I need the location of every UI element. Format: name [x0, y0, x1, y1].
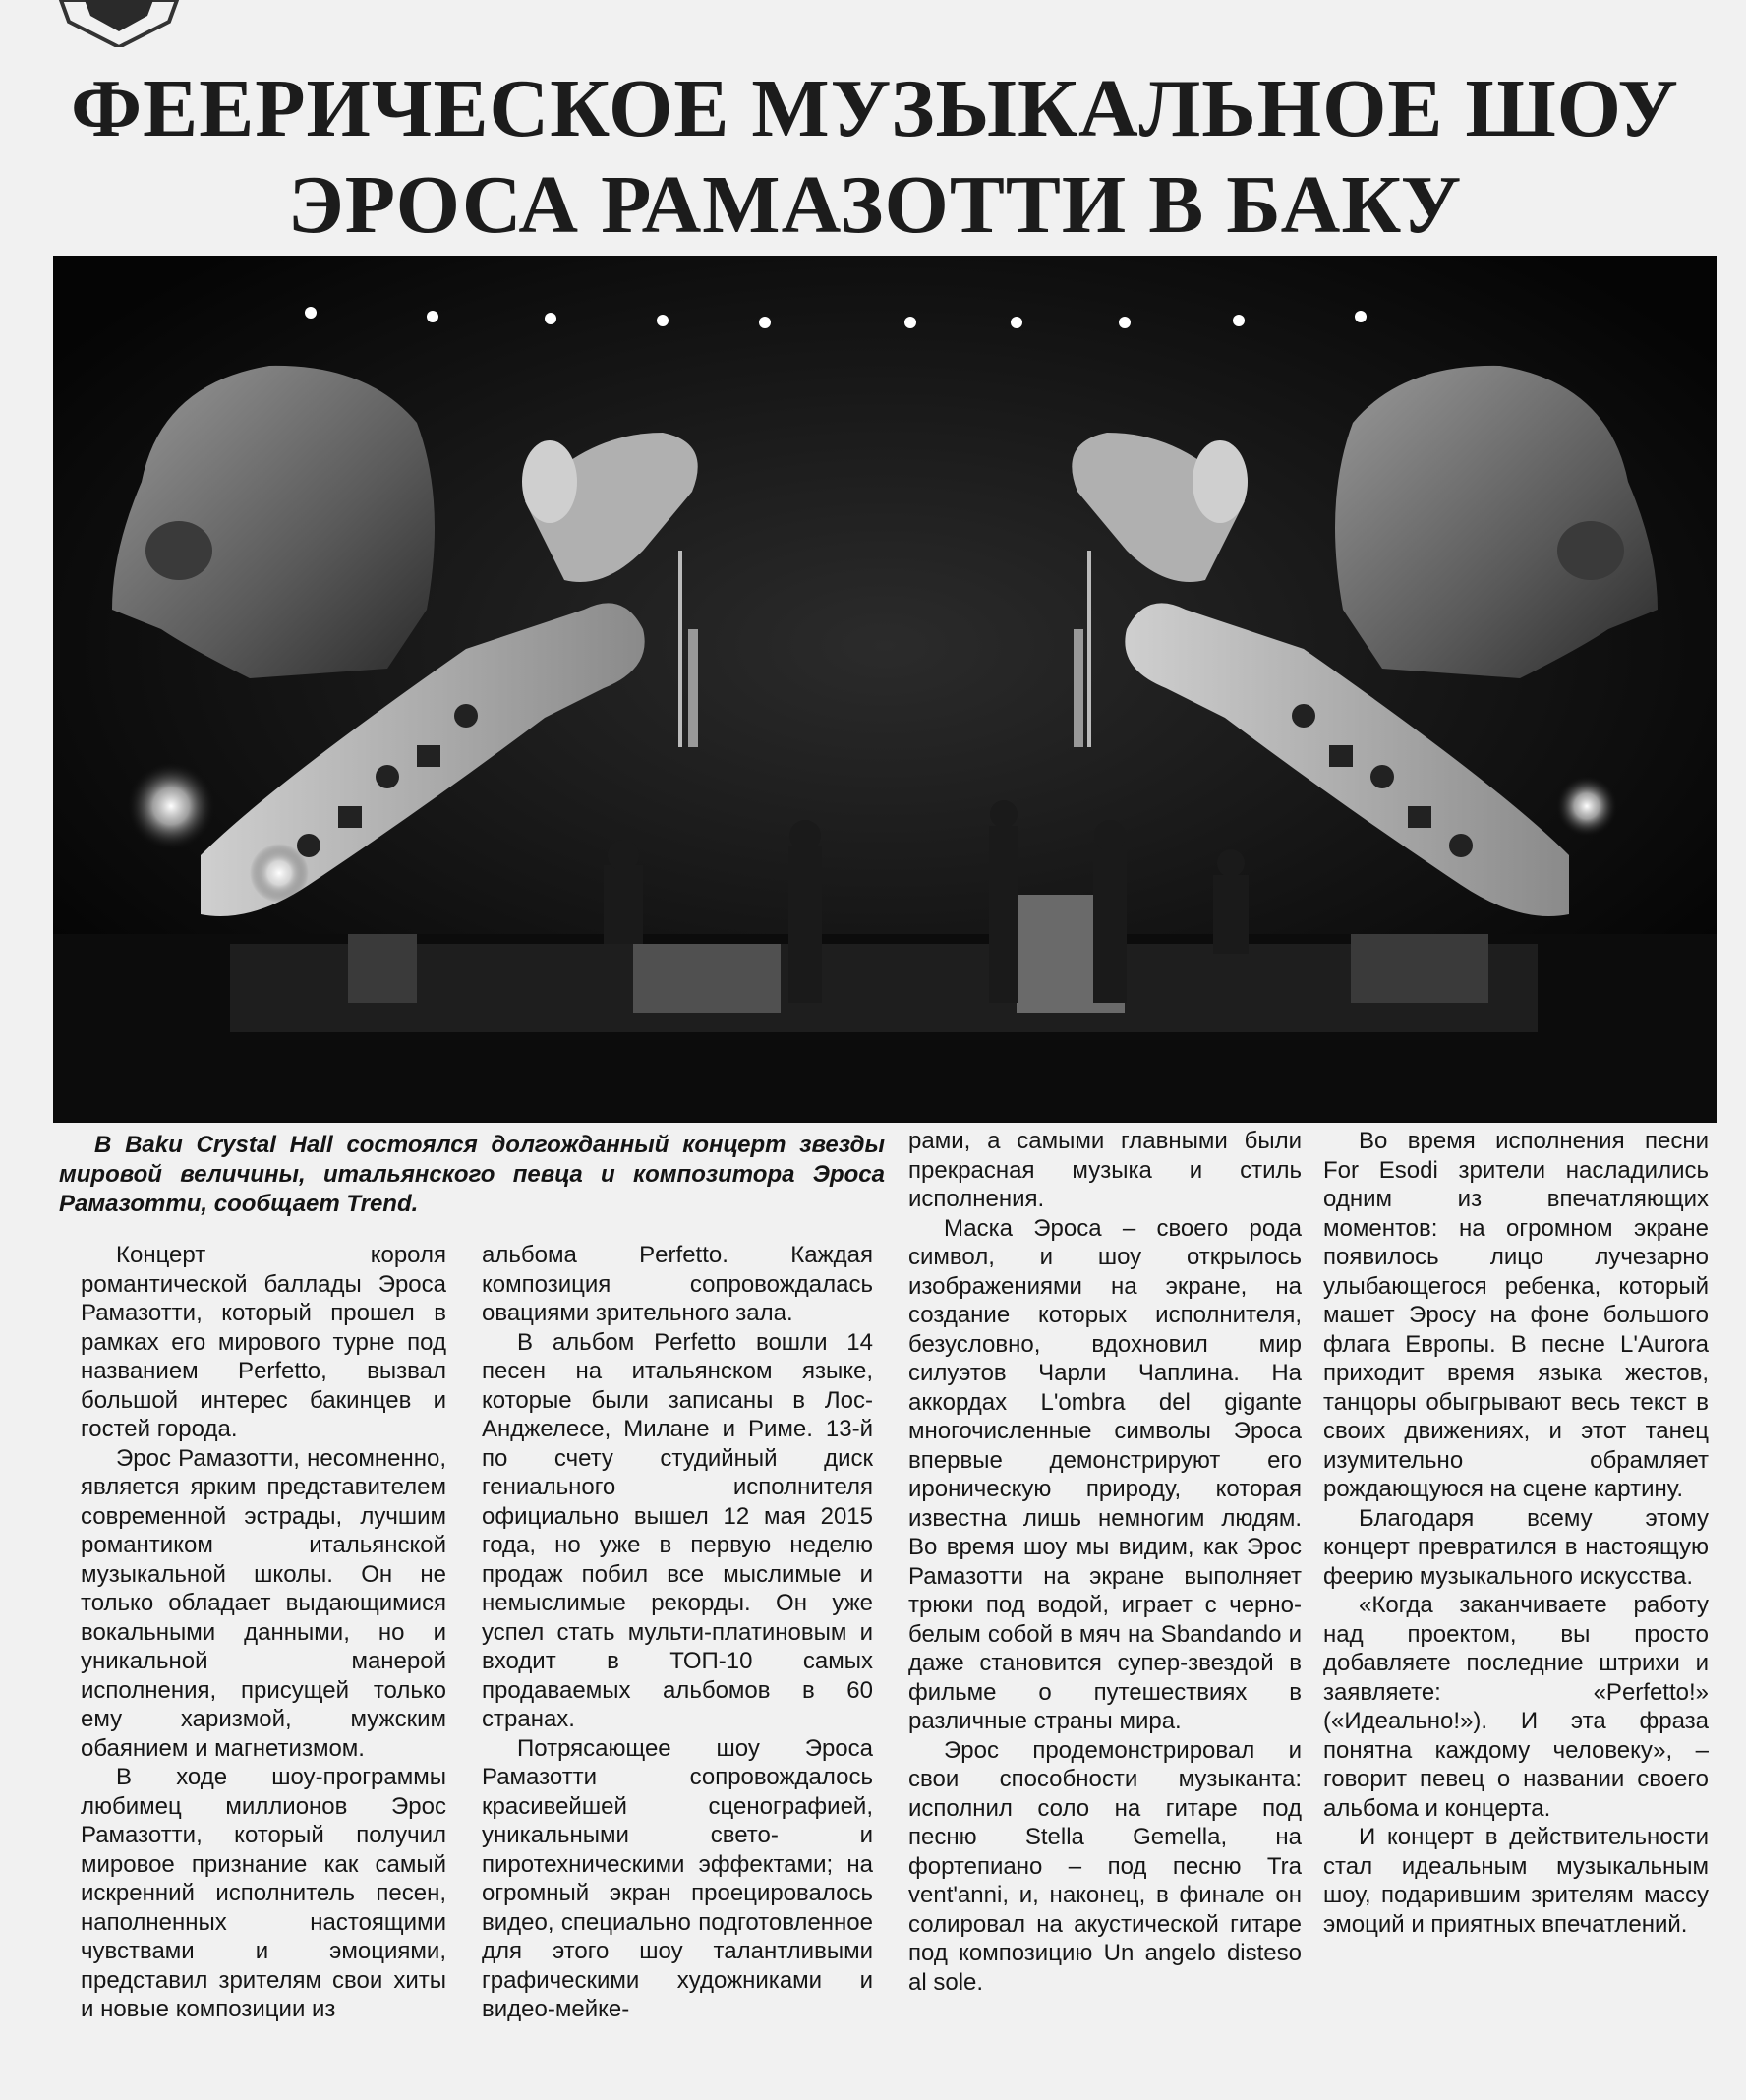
headline-line-2: ЭРОСА РАМАЗОТТИ В БАКУ [287, 159, 1463, 251]
concert-stage-illustration [53, 256, 1717, 1123]
concert-photo [53, 256, 1717, 1123]
paragraph: рами, а самыми главными были прекрасная музыка и стиль исполнения. [908, 1128, 1302, 1212]
publication-emblem-icon [55, 0, 183, 47]
paragraph: Маска Эроса – своего рода символ, и шоу открылось изображениями на экране, на создание которых исполнителя, безусловно, вдохновил мир силуэтов Чарли Чаплина. На аккордах L'ombra del gigante многочисленные символы Эроса впервые демонстрируют его ироническую природу, которая известна лишь немногим людям. Во время шоу мы видим, как Эрос Рамазотти на экране выполняет трюки под водой, играет с черно-белым собой в мяч на Sbandando и даже становится супер-звездой в фильме о путешествиях в различные страны мира. [908, 1214, 1302, 1734]
paragraph: Эрос Рамазотти, несомненно, является ярким представителем современной эстрады, лучшим романтиком итальянской музыкальной школы. Он не только обладает выдающимися вокальными данными, но и уникальной манерой исполнения, присущей только ему харизмой, мужским обаянием и магнетизмом. [81, 1444, 446, 1762]
paragraph: И концерт в действительности стал идеальным музыкальным шоу, подарившим зрителям массу эмоций и приятных впечатлений. [1323, 1824, 1709, 1938]
article-lead: В Baku Crystal Hall состоялся долгожданный концерт звезды мировой величины, итальянского певца и композитора Эроса Рамазотти, сообщает Trend. [59, 1132, 885, 1217]
text-column-2 [482, 1241, 873, 2024]
paragraph: «Когда заканчиваете работу над проектом, вы просто добавляете последние штрихи и заявляете: «Perfetto!» («Идеально!»). И эта фраза понятна каждому человеку», – говорит певец о названии своего альбома и концерта. [1323, 1592, 1709, 1822]
paragraph: Концерт короля романтической баллады Эроса Рамазотти, который прошел в рамках его мирового турне под названием Perfetto, вызвал большой интерес бакинцев и гостей города. [81, 1242, 446, 1442]
paragraph: В альбом Perfetto вошли 14 песен на итальянском языке, которые были записаны в Лос-Анджелесе, Милане и Риме. 13-й по счету студийный диск гениального исполнителя официально вышел 12 мая 2015 года, но уже в первую неделю продаж побил все мыслимые и немыслимые рекорды. Он уже успел стать мульти-платиновым и входит в ТОП-10 самых продаваемых альбомов в 60 странах. [482, 1328, 873, 1732]
headline-line-1: ФЕЕРИЧЕСКОЕ МУЗЫКАЛЬНОЕ ШОУ [71, 63, 1679, 154]
paragraph: альбома Perfetto. Каждая композиция сопровождалась овациями зрительного зала. [482, 1242, 873, 1326]
text-column-4 [1323, 1127, 1709, 1939]
text-column-3 [908, 1127, 1302, 1997]
article-headline [39, 61, 1711, 254]
text-column-1 [81, 1241, 446, 2024]
paragraph: Потрясающее шоу Эроса Рамазотти сопровождалось красивейшей сценографией, уникальными свето- и пиротехническими эффектами; на огромный экран проецировалось видео, специально подготовленное для этого шоу талантливыми графическими художниками и видео-мейке- [482, 1734, 873, 2022]
paragraph: В ходе шоу-программы любимец миллионов Эрос Рамазотти, который получил мировое признание как самый искренний исполнитель песен, наполненных настоящими чувствами и эмоциями, представил зрителям свои хиты и новые композиции из [81, 1764, 446, 2022]
paragraph: Эрос продемонстрировал и свои способности музыканта: исполнил соло на гитаре под песню Stella Gemella, на фортепиано – под песню Tra vent'anni, и, наконец, в финале он солировал на акустической гитаре под композицию Un angelo disteso al sole. [908, 1736, 1302, 1996]
paragraph: Во время исполнения песни For Esodi зрители насладились одним из впечатляющих моментов: на огромном экране появилось лицо лучезарно улыбающегося ребенка, который машет Эросу на фоне большого флага Европы. В песне L'Aurora приходит время языка жестов, танцоры обыгрывают весь текст в своих движениях, и этот танец изумительно обрамляет рождающуюся на сцене картину. [1323, 1128, 1709, 1502]
paragraph: Благодаря всему этому концерт превратился в настоящую феерию музыкального искусства. [1323, 1504, 1709, 1590]
